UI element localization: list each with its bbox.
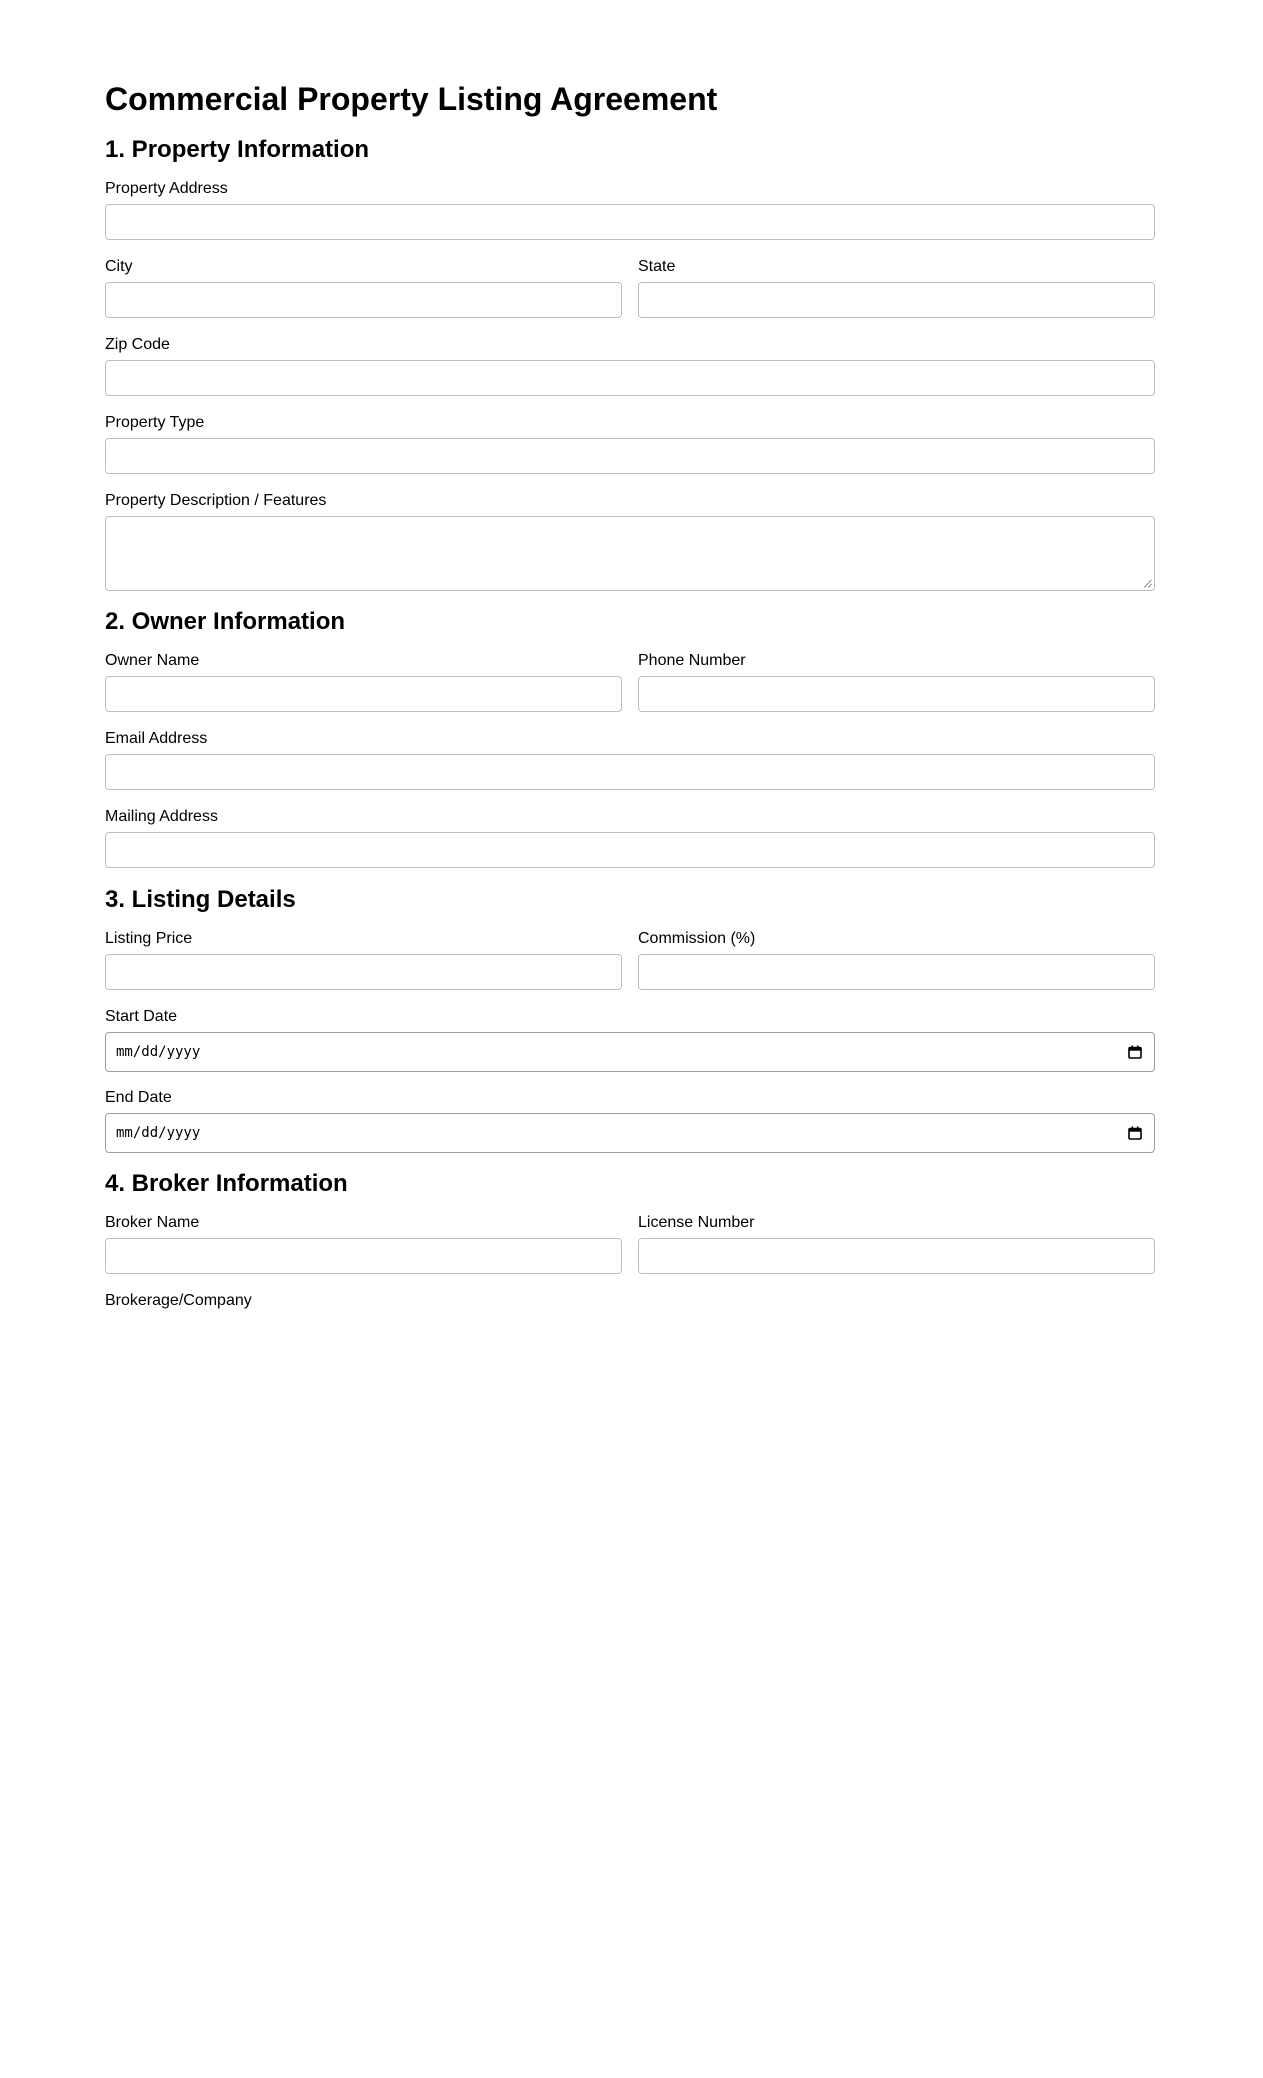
commission-label: Commission (%) [638, 930, 756, 947]
start-date-input[interactable] [105, 1032, 1155, 1072]
license-number-label: License Number [638, 1214, 755, 1231]
state-label: State [638, 258, 676, 275]
start-date-label: Start Date [105, 1008, 178, 1025]
section-heading-listing: 3. Listing Details [105, 886, 296, 913]
state-input[interactable] [638, 282, 1155, 318]
phone-number-input[interactable] [638, 676, 1155, 712]
property-address-label: Property Address [105, 180, 228, 197]
email-address-input[interactable] [105, 754, 1155, 790]
broker-name-input[interactable] [105, 1238, 622, 1274]
city-label: City [105, 258, 133, 275]
calendar-icon[interactable] [1128, 1045, 1142, 1059]
email-address-label: Email Address [105, 730, 208, 747]
brokerage-company-label: Brokerage/Company [105, 1292, 252, 1309]
zip-code-label: Zip Code [105, 336, 170, 353]
city-input[interactable] [105, 282, 622, 318]
calendar-icon[interactable] [1128, 1126, 1142, 1140]
end-date-placeholder: mm/dd/yyyy [116, 1125, 201, 1141]
property-address-input[interactable] [105, 204, 1155, 240]
mailing-address-label: Mailing Address [105, 808, 218, 825]
end-date-label: End Date [105, 1089, 172, 1106]
listing-price-input[interactable] [105, 954, 622, 990]
section-heading-owner: 2. Owner Information [105, 608, 346, 635]
owner-name-input[interactable] [105, 676, 622, 712]
property-type-label: Property Type [105, 414, 205, 431]
resize-grip-icon[interactable] [1143, 579, 1152, 588]
start-date-placeholder: mm/dd/yyyy [116, 1044, 201, 1060]
end-date-input[interactable] [105, 1113, 1155, 1153]
listing-price-label: Listing Price [105, 930, 193, 947]
property-description-textarea[interactable] [105, 516, 1155, 591]
owner-name-label: Owner Name [105, 652, 200, 669]
zip-code-input[interactable] [105, 360, 1155, 396]
section-heading-broker: 4. Broker Information [105, 1170, 348, 1197]
commission-input[interactable] [638, 954, 1155, 990]
broker-name-label: Broker Name [105, 1214, 200, 1231]
mailing-address-input[interactable] [105, 832, 1155, 868]
section-heading-property: 1. Property Information [105, 136, 370, 163]
property-type-input[interactable] [105, 438, 1155, 474]
license-number-input[interactable] [638, 1238, 1155, 1274]
phone-number-label: Phone Number [638, 652, 746, 669]
form-title: Commercial Property Listing Agreement [105, 81, 718, 117]
property-description-label: Property Description / Features [105, 492, 327, 509]
